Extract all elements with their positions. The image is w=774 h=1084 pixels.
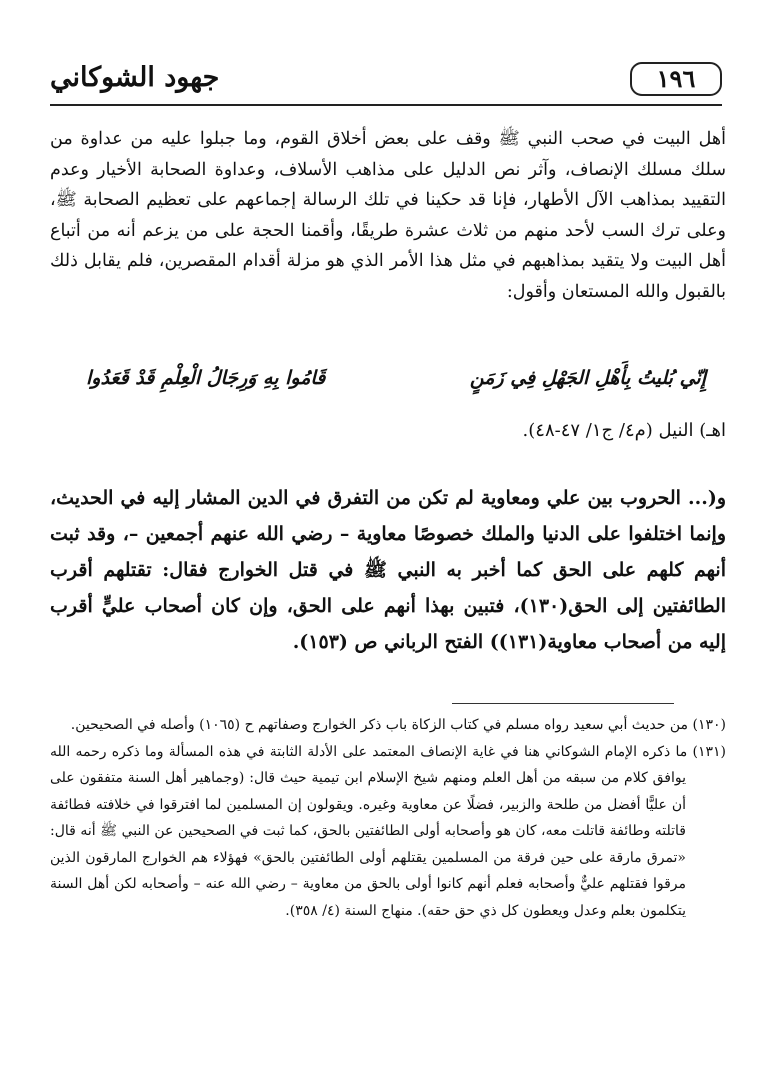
body-paragraph: أهل البيت في صحب النبي ﷺ وقف على بعض أخلاق القوم، وما جبلوا عليه من عداوة من سلك مسلك الإنصاف، وآثر نص الدليل على مذاهب الأسلاف، وعداوة الصحابة الأخيار وعدم التقييد بمذاهب الآل الأطهار، فإنا قد حكينا في تلك الرسالة إجماعهم على تعظيم الصحابة ﷺ، وعلى ترك السب لأحد منهم من ثلاث عشرة طريقًا، وأقمنا الحجة على من يزعم أنه من أتباع أهل البيت ولا يتقيد بمذاهبهم في مثل هذا الأمر الذي هو مزلة أقدام المقصرين، فلم يقابل ذلك بالقبول والله المستعان وأقول: bbox=[50, 129, 726, 302]
footnotes bbox=[50, 712, 726, 924]
footnote-number: (١٣٠) bbox=[692, 717, 726, 733]
footnote-separator bbox=[452, 703, 674, 704]
page-header bbox=[50, 58, 722, 114]
footnote-text: من حديث أبي سعيد رواه مسلم في كتاب الزكاة باب ذكر الخوارج وصفاتهم ح (١٠٦٥) وأصله في الصحيحين. bbox=[70, 717, 689, 733]
book-title: جهود الشوكاني bbox=[50, 62, 220, 93]
header-rule bbox=[50, 104, 722, 106]
footnote bbox=[50, 739, 726, 925]
source-citation: اهـ) النيل (م٤/ ج١/ ٤٧-٤٨). bbox=[522, 420, 726, 441]
body-text bbox=[50, 124, 726, 307]
quoted-passage: و(... الحروب بين علي ومعاوية لم تكن من التفرق في الدين المشار إليه في الحديث، وإنما اختلفوا على الدنيا والملك خصوصًا معاوية – رضي الله عنهم أجمعين –، وقد ثبت أنهم كلهم على الحق كما أخبر به النبي ﷺ في قتل الخوارج فقال: تقتلهم أقرب الطائفتين إلى الحق(١٣٠)، فتبين بهذا أنهم على الحق، وإن كان أصحاب عليٍّ أقرب إليه من أصحاب معاوية(١٣١)) الفتح الرباني ص (١٥٣). bbox=[50, 487, 726, 653]
footnote-text: ما ذكره الإمام الشوكاني هنا في غاية الإنصاف المعتمد على الأدلة الثابتة في هذه المسألة وما ذكره رحمه الله يوافق كلام من سبقه من أهل العلم ومنهم شيخ الإسلام ابن تيمية حيث قال: (وجماهير أهل السنة متفقون على أن عليًّا أفضل من طلحة والزبير، فضلًا عن معاوية وغيره. ويقولون إن المسلمين لما افترقوا في خلافته فطائفة قاتلته وطائفة قاتلت معه، كان هو وأصحابه أولى الطائفتين بالحق، كما ثبت في الصحيحين عن النبي ﷺ أنه قال: «تمرق مارقة على حين فرقة من المسلمين يقتلهم أولى الطائفتين بالحق» فهؤلاء هم الخوارج المارقون الذين مرقوا فقتلهم عليٌّ وأصحابه فعلم أنهم كانوا أولى بالحق من معاوية – رضي الله عنه – وأصحابه لكن أهل السنة يتكلمون بعلم وعدل ويعطون كل ذي حق حقه). منهاج السنة (٤/ ٣٥٨). bbox=[50, 743, 688, 919]
verse-second-hemistich: قَامُوا بِهِ وَرِجَالُ الْعِلْمِ قَدْ قَعَدُوا bbox=[86, 367, 326, 389]
poetry-verse bbox=[86, 362, 706, 394]
page-number: ١٩٦ bbox=[630, 62, 722, 96]
verse-first-hemistich: إِنّي بُليتُ بِأَهْلِ الجَهْلِ فِي زَمَنٍ bbox=[469, 367, 706, 389]
footnote bbox=[50, 712, 726, 739]
footnote-number: (١٣١) bbox=[692, 743, 726, 760]
